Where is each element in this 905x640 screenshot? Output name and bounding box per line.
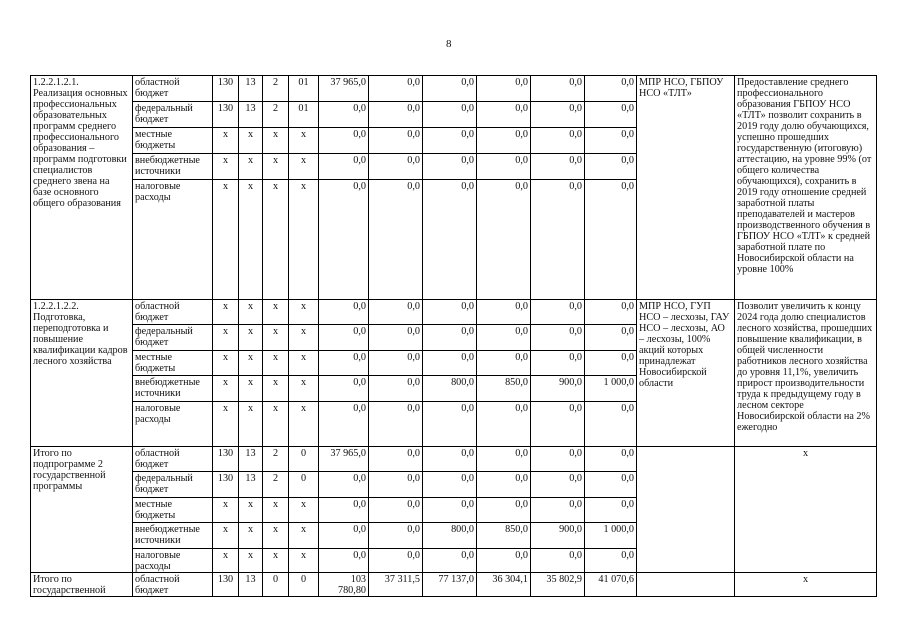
- activity-name-cell: 1.2.2.1.2.2. Подготовка, переподготовка и повышение квалификации кадров лесного хозяйства: [31, 300, 133, 447]
- amount-cell: 0,0: [477, 447, 531, 472]
- budget-code-cell: x: [239, 180, 263, 300]
- budget-code-cell: x: [289, 376, 319, 402]
- amount-cell: 0,0: [423, 351, 477, 376]
- budget-code-cell: x: [289, 325, 319, 351]
- funding-source-cell: внебюджетные источники: [133, 154, 213, 180]
- budget-code-cell: 130: [213, 102, 239, 128]
- amount-cell: 0,0: [477, 325, 531, 351]
- budget-code-cell: x: [263, 376, 289, 402]
- budget-code-cell: x: [263, 549, 289, 573]
- amount-cell: 0,0: [531, 325, 585, 351]
- budget-code-cell: 2: [263, 472, 289, 498]
- amount-cell: 1 000,0: [585, 376, 637, 402]
- table-row: [31, 447, 877, 472]
- amount-cell: 0,0: [319, 300, 369, 325]
- budget-code-cell: 0: [263, 573, 289, 597]
- amount-cell: 0,0: [319, 402, 369, 447]
- amount-cell: 0,0: [369, 549, 423, 573]
- amount-cell: 0,0: [423, 76, 477, 102]
- amount-cell: 0,0: [531, 351, 585, 376]
- amount-cell: 0,0: [423, 325, 477, 351]
- amount-cell: 0,0: [585, 154, 637, 180]
- amount-cell: 0,0: [319, 549, 369, 573]
- budget-code-cell: 01: [289, 102, 319, 128]
- funding-source-cell: местные бюджеты: [133, 128, 213, 154]
- budget-code-cell: 2: [263, 447, 289, 472]
- budget-code-cell: x: [289, 402, 319, 447]
- budget-code-cell: x: [263, 498, 289, 523]
- amount-cell: 0,0: [369, 351, 423, 376]
- budget-code-cell: x: [239, 128, 263, 154]
- amount-cell: 0,0: [369, 128, 423, 154]
- amount-cell: 850,0: [477, 376, 531, 402]
- budget-code-cell: 01: [289, 76, 319, 102]
- funding-source-cell: местные бюджеты: [133, 498, 213, 523]
- amount-cell: 0,0: [369, 498, 423, 523]
- budget-code-cell: x: [213, 300, 239, 325]
- amount-cell: 0,0: [369, 376, 423, 402]
- budget-code-cell: x: [263, 300, 289, 325]
- funding-source-cell: местные бюджеты: [133, 351, 213, 376]
- budget-code-cell: x: [239, 498, 263, 523]
- funding-source-cell: внебюджетные источники: [133, 523, 213, 549]
- amount-cell: 800,0: [423, 523, 477, 549]
- budget-code-cell: x: [289, 180, 319, 300]
- budget-code-cell: x: [239, 549, 263, 573]
- amount-cell: 0,0: [319, 498, 369, 523]
- amount-cell: 0,0: [423, 472, 477, 498]
- amount-cell: 0,0: [319, 180, 369, 300]
- amount-cell: 0,0: [585, 76, 637, 102]
- budget-code-cell: x: [213, 402, 239, 447]
- amount-cell: 0,0: [477, 154, 531, 180]
- amount-cell: 0,0: [369, 154, 423, 180]
- amount-cell: 0,0: [531, 102, 585, 128]
- budget-code-cell: x: [263, 154, 289, 180]
- amount-cell: 0,0: [369, 472, 423, 498]
- funding-source-cell: областной бюджет: [133, 573, 213, 597]
- amount-cell: 0,0: [369, 102, 423, 128]
- amount-cell: 0,0: [477, 180, 531, 300]
- amount-cell: 0,0: [423, 180, 477, 300]
- budget-code-cell: 13: [239, 102, 263, 128]
- amount-cell: 0,0: [423, 300, 477, 325]
- budget-code-cell: x: [213, 523, 239, 549]
- amount-cell: 0,0: [369, 180, 423, 300]
- amount-cell: 0,0: [585, 472, 637, 498]
- amount-cell: 0,0: [585, 180, 637, 300]
- budget-code-cell: 13: [239, 472, 263, 498]
- expected-result-cell: Позволит увеличить к концу 2024 года долю специалистов лесного хозяйства, прошедших повышение квалификации, в общей численности работников лесного хозяйства до уровня 11,1%, увеличить прирост производительности труда к предыдущему году в лесном секторе Новосибирской области на 2% ежегодно: [735, 300, 877, 447]
- funding-source-cell: внебюджетные источники: [133, 376, 213, 402]
- budget-code-cell: 13: [239, 573, 263, 597]
- amount-cell: 0,0: [369, 76, 423, 102]
- amount-cell: 0,0: [531, 402, 585, 447]
- table-row: [31, 76, 877, 102]
- budget-code-cell: x: [239, 523, 263, 549]
- amount-cell: 0,0: [531, 128, 585, 154]
- budget-code-cell: x: [289, 351, 319, 376]
- budget-code-cell: x: [213, 351, 239, 376]
- amount-cell: 0,0: [423, 102, 477, 128]
- funding-source-cell: федеральный бюджет: [133, 325, 213, 351]
- budget-code-cell: x: [213, 325, 239, 351]
- budget-code-cell: 0: [289, 573, 319, 597]
- amount-cell: 0,0: [585, 300, 637, 325]
- budget-code-cell: x: [239, 325, 263, 351]
- amount-cell: 0,0: [477, 549, 531, 573]
- amount-cell: 0,0: [319, 351, 369, 376]
- executor-cell: [637, 573, 735, 597]
- amount-cell: 0,0: [531, 472, 585, 498]
- amount-cell: 0,0: [423, 128, 477, 154]
- budget-code-cell: x: [239, 351, 263, 376]
- amount-cell: 800,0: [423, 376, 477, 402]
- amount-cell: 0,0: [369, 523, 423, 549]
- funding-source-cell: федеральный бюджет: [133, 472, 213, 498]
- amount-cell: 900,0: [531, 523, 585, 549]
- budget-code-cell: x: [263, 402, 289, 447]
- amount-cell: 0,0: [319, 523, 369, 549]
- amount-cell: 0,0: [423, 549, 477, 573]
- budget-code-cell: 2: [263, 76, 289, 102]
- amount-cell: 0,0: [369, 300, 423, 325]
- amount-cell: 0,0: [369, 325, 423, 351]
- activity-name-cell: Итого по подпрограмме 2 государственной программы: [31, 447, 133, 573]
- budget-code-cell: x: [289, 128, 319, 154]
- budget-code-cell: 130: [213, 76, 239, 102]
- funding-source-cell: областной бюджет: [133, 447, 213, 472]
- amount-cell: 0,0: [477, 128, 531, 154]
- activity-name-cell: 1.2.2.1.2.1. Реализация основных профессиональных образовательных программ среднего профессионального образования – программ подготовки специалистов среднего звена на базе основного общего образования: [31, 76, 133, 300]
- amount-cell: 37 311,5: [369, 573, 423, 597]
- executor-cell: [637, 447, 735, 573]
- amount-cell: 0,0: [585, 402, 637, 447]
- amount-cell: 0,0: [585, 351, 637, 376]
- funding-source-cell: налоговые расходы: [133, 402, 213, 447]
- table-row: [31, 573, 877, 597]
- expected-result-cell: x: [735, 573, 877, 597]
- budget-code-cell: 13: [239, 76, 263, 102]
- amount-cell: 41 070,6: [585, 573, 637, 597]
- budget-code-cell: x: [239, 300, 263, 325]
- budget-table: [30, 75, 877, 597]
- funding-source-cell: областной бюджет: [133, 76, 213, 102]
- amount-cell: 0,0: [477, 498, 531, 523]
- amount-cell: 0,0: [319, 128, 369, 154]
- budget-code-cell: 0: [289, 447, 319, 472]
- activity-name-cell: Итого по государственной: [31, 573, 133, 597]
- budget-code-cell: x: [263, 351, 289, 376]
- amount-cell: 0,0: [531, 300, 585, 325]
- amount-cell: 850,0: [477, 523, 531, 549]
- budget-code-cell: x: [263, 523, 289, 549]
- table-row: [31, 300, 877, 325]
- amount-cell: 0,0: [531, 154, 585, 180]
- amount-cell: 0,0: [477, 472, 531, 498]
- budget-code-cell: x: [239, 376, 263, 402]
- expected-result-cell: Предоставление среднего профессионального образования ГБПОУ НСО «ТЛТ» позволит сохранить в 2019 году долю обучающихся, успешно прошедших государственную (итоговую) аттестацию, на уровне 99% (от общего количества обучающихся), сохранить в 2019 году отношение средней заработной платы преподавателей и мастеров производственного обучения в ГБПОУ НСО «ТЛТ» к средней заработной плате по Новосибирской области на уровне 100%: [735, 76, 877, 300]
- amount-cell: 0,0: [531, 180, 585, 300]
- amount-cell: 0,0: [477, 102, 531, 128]
- budget-code-cell: x: [213, 549, 239, 573]
- budget-code-cell: x: [289, 498, 319, 523]
- amount-cell: 103 780,80: [319, 573, 369, 597]
- amount-cell: 0,0: [585, 447, 637, 472]
- budget-code-cell: 130: [213, 472, 239, 498]
- budget-code-cell: 13: [239, 447, 263, 472]
- amount-cell: 0,0: [585, 128, 637, 154]
- amount-cell: 0,0: [319, 472, 369, 498]
- amount-cell: 0,0: [585, 498, 637, 523]
- budget-code-cell: x: [239, 154, 263, 180]
- amount-cell: 0,0: [319, 154, 369, 180]
- amount-cell: 0,0: [531, 498, 585, 523]
- amount-cell: 0,0: [369, 447, 423, 472]
- budget-code-cell: x: [289, 523, 319, 549]
- amount-cell: 36 304,1: [477, 573, 531, 597]
- funding-source-cell: налоговые расходы: [133, 549, 213, 573]
- page-number: 8: [446, 38, 452, 50]
- funding-source-cell: областной бюджет: [133, 300, 213, 325]
- budget-code-cell: x: [289, 154, 319, 180]
- amount-cell: 0,0: [585, 325, 637, 351]
- budget-code-cell: 130: [213, 573, 239, 597]
- amount-cell: 0,0: [369, 402, 423, 447]
- amount-cell: 0,0: [477, 76, 531, 102]
- budget-code-cell: x: [213, 180, 239, 300]
- budget-code-cell: x: [213, 154, 239, 180]
- budget-code-cell: x: [239, 402, 263, 447]
- budget-code-cell: x: [263, 325, 289, 351]
- amount-cell: 0,0: [423, 154, 477, 180]
- budget-code-cell: 130: [213, 447, 239, 472]
- amount-cell: 0,0: [319, 325, 369, 351]
- amount-cell: 0,0: [423, 498, 477, 523]
- budget-code-cell: x: [213, 376, 239, 402]
- amount-cell: 35 802,9: [531, 573, 585, 597]
- amount-cell: 0,0: [319, 102, 369, 128]
- amount-cell: 0,0: [423, 447, 477, 472]
- expected-result-cell: x: [735, 447, 877, 573]
- executor-cell: МПР НСО, ГБПОУ НСО «ТЛТ»: [637, 76, 735, 300]
- amount-cell: 0,0: [319, 376, 369, 402]
- amount-cell: 0,0: [477, 351, 531, 376]
- amount-cell: 37 965,0: [319, 447, 369, 472]
- budget-code-cell: x: [263, 128, 289, 154]
- budget-code-cell: x: [289, 300, 319, 325]
- amount-cell: 0,0: [531, 447, 585, 472]
- budget-code-cell: x: [263, 180, 289, 300]
- amount-cell: 77 137,0: [423, 573, 477, 597]
- funding-source-cell: федеральный бюджет: [133, 102, 213, 128]
- amount-cell: 0,0: [423, 402, 477, 447]
- amount-cell: 0,0: [531, 76, 585, 102]
- amount-cell: 1 000,0: [585, 523, 637, 549]
- amount-cell: 900,0: [531, 376, 585, 402]
- amount-cell: 0,0: [531, 549, 585, 573]
- amount-cell: 0,0: [585, 102, 637, 128]
- budget-code-cell: 2: [263, 102, 289, 128]
- amount-cell: 0,0: [477, 402, 531, 447]
- amount-cell: 0,0: [477, 300, 531, 325]
- budget-code-cell: x: [213, 128, 239, 154]
- funding-source-cell: налоговые расходы: [133, 180, 213, 300]
- budget-code-cell: x: [213, 498, 239, 523]
- amount-cell: 37 965,0: [319, 76, 369, 102]
- executor-cell: МПР НСО, ГУП НСО – лесхозы, ГАУ НСО – лесхозы, АО – лесхозы, 100% акций которых принадлежат Новосибирской области: [637, 300, 735, 447]
- budget-code-cell: x: [289, 549, 319, 573]
- amount-cell: 0,0: [585, 549, 637, 573]
- budget-code-cell: 0: [289, 472, 319, 498]
